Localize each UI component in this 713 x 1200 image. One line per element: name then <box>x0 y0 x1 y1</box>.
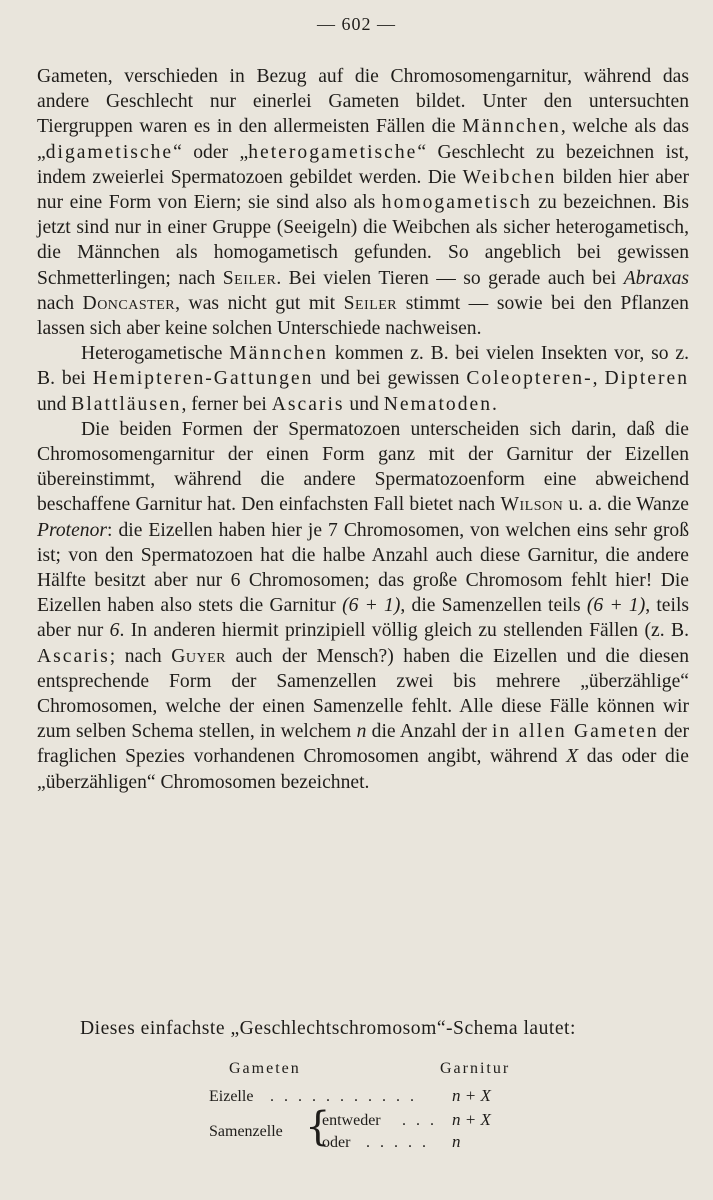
formula-oder: n <box>452 1132 461 1151</box>
text-run: “ oder „ <box>173 141 249 163</box>
italic-text: 6 <box>109 620 120 642</box>
italic-text: (6 + 1) <box>342 595 401 617</box>
paragraph <box>37 341 689 417</box>
body-text <box>37 64 689 795</box>
text-run: die Anzahl der <box>366 721 493 743</box>
text-run: nach <box>37 292 83 314</box>
column-header-garnitur: Garnitur <box>440 1060 511 1077</box>
author-name: Doncaster <box>82 292 176 314</box>
spaced-emphasis: digametische <box>45 141 174 163</box>
schema-intro: Dieses einfachste „Geschlechtschromosom“-Schema lautet: <box>80 1018 576 1039</box>
text-run: u. a. die Wanze <box>563 494 689 516</box>
text-run: und <box>37 393 72 415</box>
text-run: ; nach <box>109 645 172 667</box>
spaced-emphasis: Männchen <box>462 116 561 138</box>
spaced-emphasis: Hemipteren-Gattungen <box>92 368 314 390</box>
text-run: und bei gewissen <box>313 368 467 390</box>
author-name: Guyer <box>171 645 226 667</box>
text-run: . <box>492 393 497 415</box>
chromosome-schema <box>0 1060 713 1160</box>
spaced-emphasis: Blattläusen <box>71 393 182 415</box>
leader-dots: . . . <box>402 1112 437 1129</box>
column-header-gameten: Gameten <box>229 1060 301 1077</box>
text-run: auch der Mensch?) haben die Eizellen und die diesen entsprechende Form der Samenzellen zwei bis mehrere „überzählige“ Chromosomen, welche der einen Samenzelle fehlt. Alle diese Fälle können wir zum selben Schema stellen, in welchem <box>37 645 690 743</box>
spaced-emphasis: Ascaris <box>271 393 345 415</box>
text-run: , <box>592 368 605 390</box>
formula-eizelle: n + X <box>452 1086 491 1105</box>
text-run: bilden hier aber nur eine Form von Eiern; sie sind also als <box>37 166 689 214</box>
text-run: , was nicht gut mit <box>175 292 344 314</box>
spaced-emphasis: heterogametische <box>248 141 418 163</box>
text-run: der fraglichen Spezies vorhandenen Chromosomen angibt, während <box>37 721 689 768</box>
text-run: Heterogametische <box>81 343 230 365</box>
paragraph <box>37 417 689 795</box>
italic-text: X <box>566 746 579 768</box>
text-run: . Bei vielen Tieren — so gerade auch bei <box>276 267 624 289</box>
text-run: stimmt — sowie bei den Pflanzen lassen sich aber keine solchen Unterschiede nachweisen. <box>37 292 689 340</box>
text-run: und <box>344 393 384 415</box>
leader-dots: . . . . . <box>366 1134 429 1151</box>
text-run: das oder die „überzähligen“ Chromosomen bezeichnet. <box>37 746 689 793</box>
text-run: zu bezeichnen. Bis jetzt sind nur in einer Gruppe (Seeigeln) die Weibchen als sicher heterogametisch, die Männchen als homogametisch gefunden. So angeblich bei gewissen Schmetterlingen; nach <box>37 192 689 289</box>
text-run: Die beiden Formen der Spermatozoen unterscheiden sich darin, daß die Chromosomengarnitur der einen Form ganz mit der Garnitur der Eizellen übereinstimmt, während die andere Spermatozoenform eine abweichend beschaffene Garnitur hat. Den einfachsten Fall bietet nach <box>37 418 689 516</box>
spaced-emphasis: homogametisch <box>381 192 532 214</box>
italic-text: Protenor <box>37 519 108 541</box>
spaced-emphasis: Nematoden <box>383 393 493 415</box>
formula-entweder: n + X <box>452 1110 491 1129</box>
author-name: Wilson <box>500 494 564 516</box>
spaced-emphasis: Ascaris <box>37 645 110 667</box>
text-run: , ferner bei <box>181 393 272 415</box>
text-run: Gameten, verschieden in Bezug auf die Chromosomengarnitur, während das andere Geschlecht nur einerlei Gameten bildet. Unter den untersuchten Tiergruppen waren es in den allermeisten Fällen die <box>37 66 689 138</box>
spaced-emphasis: in allen Gameten <box>492 721 659 743</box>
spaced-emphasis: Männchen <box>229 343 328 365</box>
curly-brace: { <box>305 1104 331 1150</box>
text-run: : die Eizellen haben hier je 7 Chromosomen, von welchen eins sehr groß ist; von den Spermatozoen hat die halbe Anzahl auch diese Garnitur, die andere Hälfte besitzt aber nur 6 Chromosomen; das große Chromosom fehlt hier! Die Eizellen haben also stets die Garnitur <box>37 519 689 617</box>
spaced-emphasis: Dipteren <box>604 368 690 390</box>
text-run: . In anderen hiermit prinzipiell völlig gleich zu stellenden Fällen (z. B. <box>119 620 689 642</box>
text-run: , teils aber nur <box>37 595 690 642</box>
text-run: , die Samenzellen teils <box>400 595 587 617</box>
text-run: kommen z. B. bei vielen Insekten vor, so z. B. bei <box>37 343 690 390</box>
italic-text: n <box>356 721 367 743</box>
row-label-samenzelle: Samenzelle <box>209 1123 283 1140</box>
text-run: “ Geschlecht zu bezeichnen ist, indem zweierlei Spermatozoen gebildet werden. Die <box>37 141 689 188</box>
italic-text: Abraxas <box>623 267 689 289</box>
label-oder: oder <box>322 1134 351 1151</box>
spaced-emphasis: Weibchen <box>462 166 557 188</box>
page-number: — 602 — <box>317 14 396 34</box>
row-label-eizelle: Eizelle <box>209 1088 254 1105</box>
leader-dots: . . . . . . . . . . . <box>270 1088 417 1105</box>
label-entweder: entweder <box>322 1112 381 1129</box>
author-name: Seiler <box>222 267 277 289</box>
italic-text: (6 + 1) <box>586 595 646 617</box>
paragraph <box>37 64 689 341</box>
spaced-emphasis: Coleopteren- <box>466 368 593 390</box>
author-name: Seiler <box>343 292 398 314</box>
text-run: , welche als das „ <box>37 116 689 163</box>
